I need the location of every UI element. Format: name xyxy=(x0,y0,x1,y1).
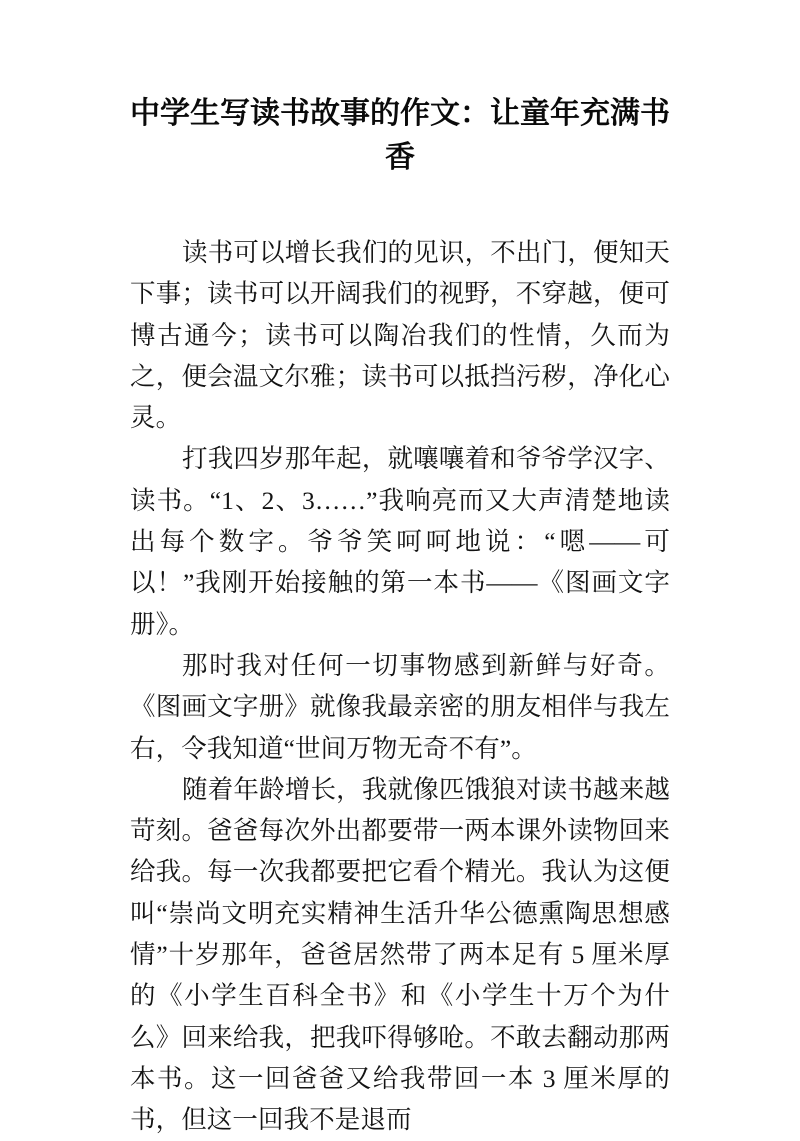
paragraph: 读书可以增长我们的见识，不出门，便知天下事；读书可以开阔我们的视野，不穿越，便可博古通今；读书可以陶冶我们的性情，久而为之，便会温文尔雅；读书可以抵挡污秽，净化心灵。 xyxy=(130,238,670,433)
paragraph: 那时我对任何一切事物感到新鲜与好奇。《图画文字册》就像我最亲密的朋友相伴与我左右，令我知道“世间万物无奇不有”。 xyxy=(130,650,670,763)
page-title: 中学生写读书故事的作文：让童年充满书香 xyxy=(130,96,670,175)
document-body xyxy=(130,232,670,1141)
paragraph: 打我四岁那年起，就嚷嚷着和爷爷学汉字、读书。“1、2、3……”我响亮而又大声清楚地读出每个数字。爷爷笑呵呵地说：“嗯——可以！”我刚开始接触的第一本书——《图画文字册》。 xyxy=(130,444,670,639)
paragraph: 随着年龄增长，我就像匹饿狼对读书越来越苛刻。爸爸每次外出都要带一两本课外读物回来给我。每一次我都要把它看个精光。我认为这便叫“崇尚文明充实精神生活升华公德熏陶思想感情”十岁那年，爸爸居然带了两本足有 5 厘米厚的《小学生百科全书》和《小学生十万个为什么》回来给我，把我吓得够呛。不敢去翻动那两本书。这一回爸爸又给我带回一本 3 厘米厚的书，但这一回我不是退而 xyxy=(130,774,670,1135)
